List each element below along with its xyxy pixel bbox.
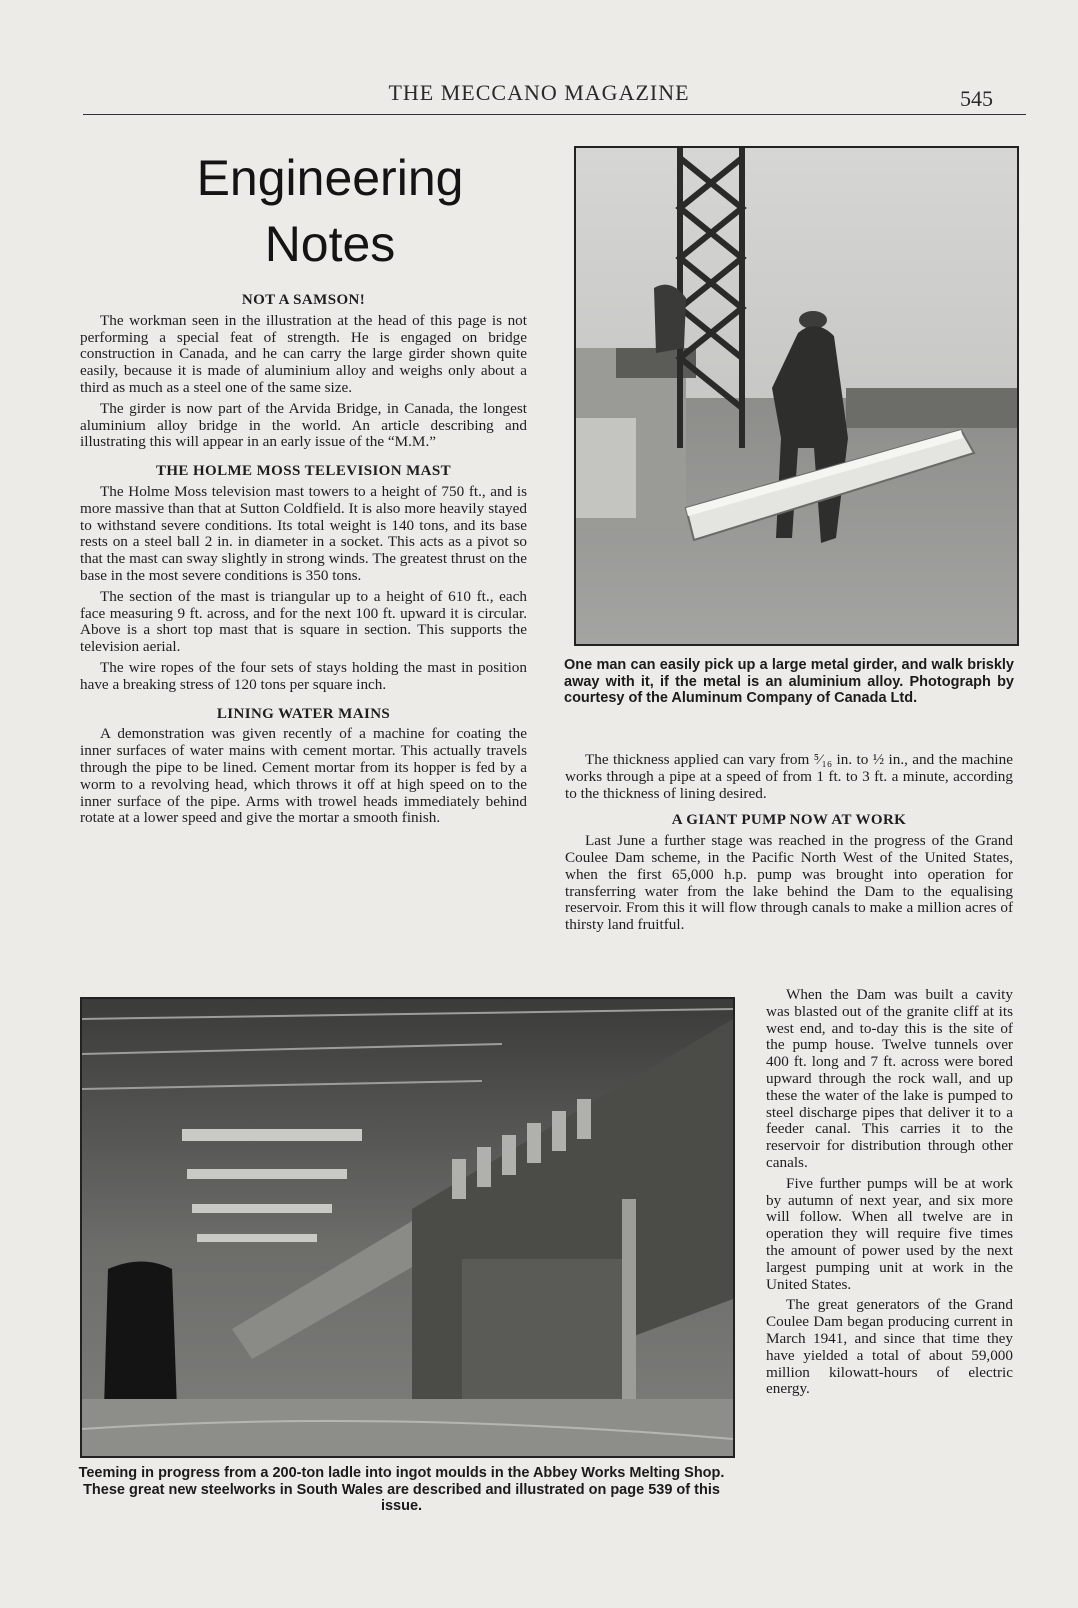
header-rule	[83, 114, 1026, 115]
section-heading-mast: THE HOLME MOSS TELEVISION MAST	[155, 463, 452, 480]
title-line-1: Engineering	[196, 150, 464, 206]
mains-paragraph-2: The thickness applied can vary from ⁵⁄₁₆ in. to ½ in., and the machine works through a pipe at a speed of from 1 ft. to 3 ft. a minute, according to the thickness of lining desired.	[565, 751, 1013, 802]
girder-photo	[574, 146, 1019, 646]
page-number: 545	[960, 86, 993, 111]
steelworks-photo-image	[82, 999, 733, 1456]
left-column	[80, 286, 527, 831]
mast-paragraph-3: The wire ropes of the four sets of stays holding the mast in position have a breaking stress of 120 tons per square inch.	[80, 658, 527, 693]
page-title	[125, 145, 535, 277]
girder-photo-image	[576, 148, 1017, 644]
steelworks-photo	[80, 997, 735, 1458]
samson-paragraph-2: The girder is now part of the Arvida Bridge, in Canada, the longest aluminium alloy bridge in the world. An article describing and illustrating this will appear in an early issue of the “M.M.”	[80, 399, 527, 451]
right-column	[565, 752, 1013, 938]
narrow-right-column	[766, 987, 1013, 1402]
title-line-2: Notes	[264, 216, 396, 272]
mains-paragraph-1: A demonstration was given recently of a machine for coating the inner surfaces of water mains with cement mortar. This actually travels through the pipe to be lined. Cement mortar from its hopper is fed by a worm to a revolving head, which throws it off at high speed on to the inner surface of the pipe. Arms with trowel heads immediately behind rotate at a lower speed and give the mortar a smooth finish.	[80, 725, 527, 827]
section-heading-samson: NOT A SAMSON!	[241, 292, 366, 308]
samson-paragraph-1: The workman seen in the illustration at the head of this page is not performing a special feat of strength. He is engaged on bridge construction in Canada, and he can carry the large girder shown quite easily, because it is made of aluminium alloy and weighs only about a third as much as a steel one of the same size.	[80, 311, 527, 396]
section-heading-mains: LINING WATER MAINS	[216, 705, 391, 722]
mast-paragraph-2: The section of the mast is triangular up to a height of 610 ft., each face measuring 9 ft. across, and for the next 100 ft. upward it is circular. Above is a short top mast that is square in section. This supports the television aerial.	[80, 587, 527, 656]
pump-paragraph-1: Last June a further stage was reached in the progress of the Grand Coulee Dam scheme, in the Pacific North West of the United States, when the first 65,000 h.p. pump was brought into operation for transferring water from the lake behind the Dam to the equalising reservoir. From this it will flow through canals to make a million acres of thirsty land fruitful.	[565, 832, 1013, 934]
running-header: THE MECCANO MAGAZINE	[388, 80, 690, 105]
pump-paragraph-4: The great generators of the Grand Coulee Dam began producing current in March 1941, and since that time they have yielded a total of about 59,000 million kilowatt-hours of electric energy.	[766, 1296, 1013, 1398]
girder-photo-caption: One man can easily pick up a large metal girder, and walk briskly away with it, if the metal is an aluminium alloy. Photograph by courtesy of the Aluminum Company of Canada Ltd.	[564, 657, 1014, 706]
pump-paragraph-2: When the Dam was built a cavity was blasted out of the granite cliff at its west end, and to-day this is the site of the pump house. Twelve tunnels over 400 ft. long and 7 ft. across were bored upward through the rock wall, and up these the water of the lake is pumped to steel discharge pipes that deliver it to a feeder canal. This carries it to the reservoir for distribution through other canals.	[766, 986, 1013, 1171]
section-heading-pump: A GIANT PUMP NOW AT WORK	[671, 812, 907, 829]
steelworks-photo-caption: Teeming in progress from a 200-ton ladle into ingot moulds in the Abbey Works Melting Shop. These great new steelworks in South Wales are described and illustrated on page 539 of this issue.	[78, 1465, 725, 1514]
pump-paragraph-3: Five further pumps will be at work by autumn of next year, and six more will follow. When all twelve are in operation they will require five times the amount of power used by the next largest pumping unit at work in the United States.	[766, 1174, 1013, 1293]
mast-paragraph-1: The Holme Moss television mast towers to a height of 750 ft., and is more massive than that at Sutton Coldfield. It is also more heavily stayed to withstand severe conditions. Its total weight is 140 tons, and its base rests on a steel ball 2 in. in diameter in a socket. This acts as a pivot so that the mast can sway slightly in strong winds. The greatest thrust on the base in the most severe conditions is 350 tons.	[80, 482, 527, 584]
